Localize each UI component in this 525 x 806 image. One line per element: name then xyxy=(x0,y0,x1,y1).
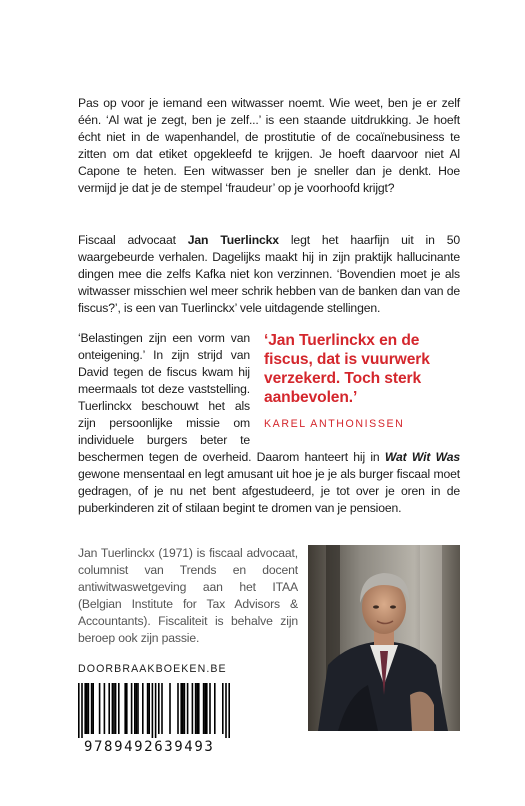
book-title: Wat Wit Was xyxy=(384,450,460,464)
barcode-bar xyxy=(206,683,208,734)
author-portrait xyxy=(308,545,460,731)
barcode-bar xyxy=(195,683,197,734)
barcode-bar xyxy=(137,683,139,734)
quote-text: ‘Jan Tuerlinckx en de fiscus, dat is vuurwerk verzekerd. Toch sterk aanbevolen.’ xyxy=(264,332,430,406)
barcode-bar xyxy=(86,683,88,734)
barcode-bar xyxy=(169,683,171,734)
barcode-bar xyxy=(104,683,106,734)
barcode-bar xyxy=(214,683,216,734)
barcode-bar xyxy=(126,683,128,734)
barcode-bar xyxy=(198,683,200,734)
book-paragraph-after: gewone mensentaal en legt amusant uit hoe je je als burger fiscaal moet gedragen, of je nu net bent afgestudeerd, je tot over je oren in de puberkinderen zit of stilaan begint te dromen van je pensioen. xyxy=(78,467,460,515)
barcode-bar xyxy=(81,683,83,738)
website-link[interactable]: DOORBRAAKBOEKEN.BE xyxy=(78,663,227,675)
barcode-bar xyxy=(108,683,110,734)
barcode-bar xyxy=(196,683,198,734)
barcode-bar xyxy=(136,683,138,734)
barcode-bar xyxy=(158,683,160,734)
barcode-bar xyxy=(180,683,182,734)
author-bio: Jan Tuerlinckx (1971) is fiscaal advocaat, columnist van Trends en docent antiwitwaswetgeving aan het ITAA (Belgian Institute for Tax Advisors & Accountants). Fiscaliteit is behalve zijn beroep ook zijn passie. xyxy=(78,546,298,645)
quote-author: KAREL ANTHONISSEN xyxy=(264,418,405,430)
barcode-bar xyxy=(184,683,186,734)
isbn-number: 9789492639493 xyxy=(84,739,215,755)
barcode-bar xyxy=(204,683,206,734)
barcode-bar xyxy=(118,683,120,734)
barcode-bar xyxy=(91,683,93,734)
barcode-bar xyxy=(222,683,224,734)
barcode-bar xyxy=(99,683,101,734)
barcode-bar xyxy=(115,683,117,734)
barcode-bar xyxy=(78,683,80,738)
barcode-bar xyxy=(225,683,227,738)
barcode-bar xyxy=(209,683,211,734)
barcode-bar xyxy=(84,683,86,734)
barcode-bar xyxy=(147,683,149,734)
barcode-bar xyxy=(203,683,205,734)
barcode-bar xyxy=(161,683,163,734)
book-paragraph xyxy=(78,330,460,517)
portrait-illustration xyxy=(308,545,460,731)
barcode-bar xyxy=(187,683,189,734)
barcode-bar xyxy=(148,683,150,734)
author-name: Jan Tuerlinckx xyxy=(187,233,279,247)
intro-paragraph: Pas op voor je iemand een witwasser noemt. Wie weet, ben je er zelf één. ‘Al wat je zegt, ben je zelf...’ is een staande uitdrukking. Je hoeft écht niet in de wapenhandel, de prostitutie of de cocaïnebusiness te zitten om dat etiket opgekleefd te krijgen. Je hoeft daarvoor niet Al Capone te heten. Een witwasser ben je sneller dan je denkt. Hoe vermijd je dat je de stempel ‘fraudeur’ op je voorhoofd krijgt? xyxy=(78,96,460,195)
author-paragraph xyxy=(78,232,460,317)
barcode-bar xyxy=(124,683,126,734)
author-paragraph-before: Fiscaal advocaat xyxy=(78,233,188,247)
barcode-bar xyxy=(113,683,115,734)
barcode-bar xyxy=(177,683,179,734)
barcode-icon xyxy=(78,683,230,738)
barcode-bar xyxy=(112,683,114,734)
book-paragraph-before: ‘Belastingen zijn een vorm van onteigening.’ In zijn strijd van David tegen de fiscus kwam hij meermaals tot deze vaststelling. Tuerlinckx beschouwt het als zijn persoonlijke missie om individuele burgers beter te beschermen tegen de overheid. Daarom hanteert hij in xyxy=(78,331,385,464)
barcode-bar xyxy=(182,683,184,734)
barcode-bar xyxy=(155,683,157,738)
barcode-bar xyxy=(134,683,136,734)
barcode-bar xyxy=(228,683,230,738)
barcode-bar xyxy=(142,683,144,734)
barcode-bar xyxy=(92,683,94,734)
blurb-quote xyxy=(264,330,460,433)
barcode-bar xyxy=(131,683,133,734)
barcode-bar xyxy=(192,683,194,734)
barcode-bar xyxy=(152,683,154,738)
barcode-bar xyxy=(88,683,90,734)
author-paragraph-after: legt het haarfijn uit in 50 waargebeurde verhalen. Dagelijks maakt hij in zijn praktijk hallucinante dingen mee die zelfs Kafka niet kon verzinnen. ‘Bovendien moet je als witwasser misschien wel meer schrik hebben van de banken dan van de fiscus?’, is een van Tuerlinckx’ vele uitdagende stellingen. xyxy=(78,233,460,315)
